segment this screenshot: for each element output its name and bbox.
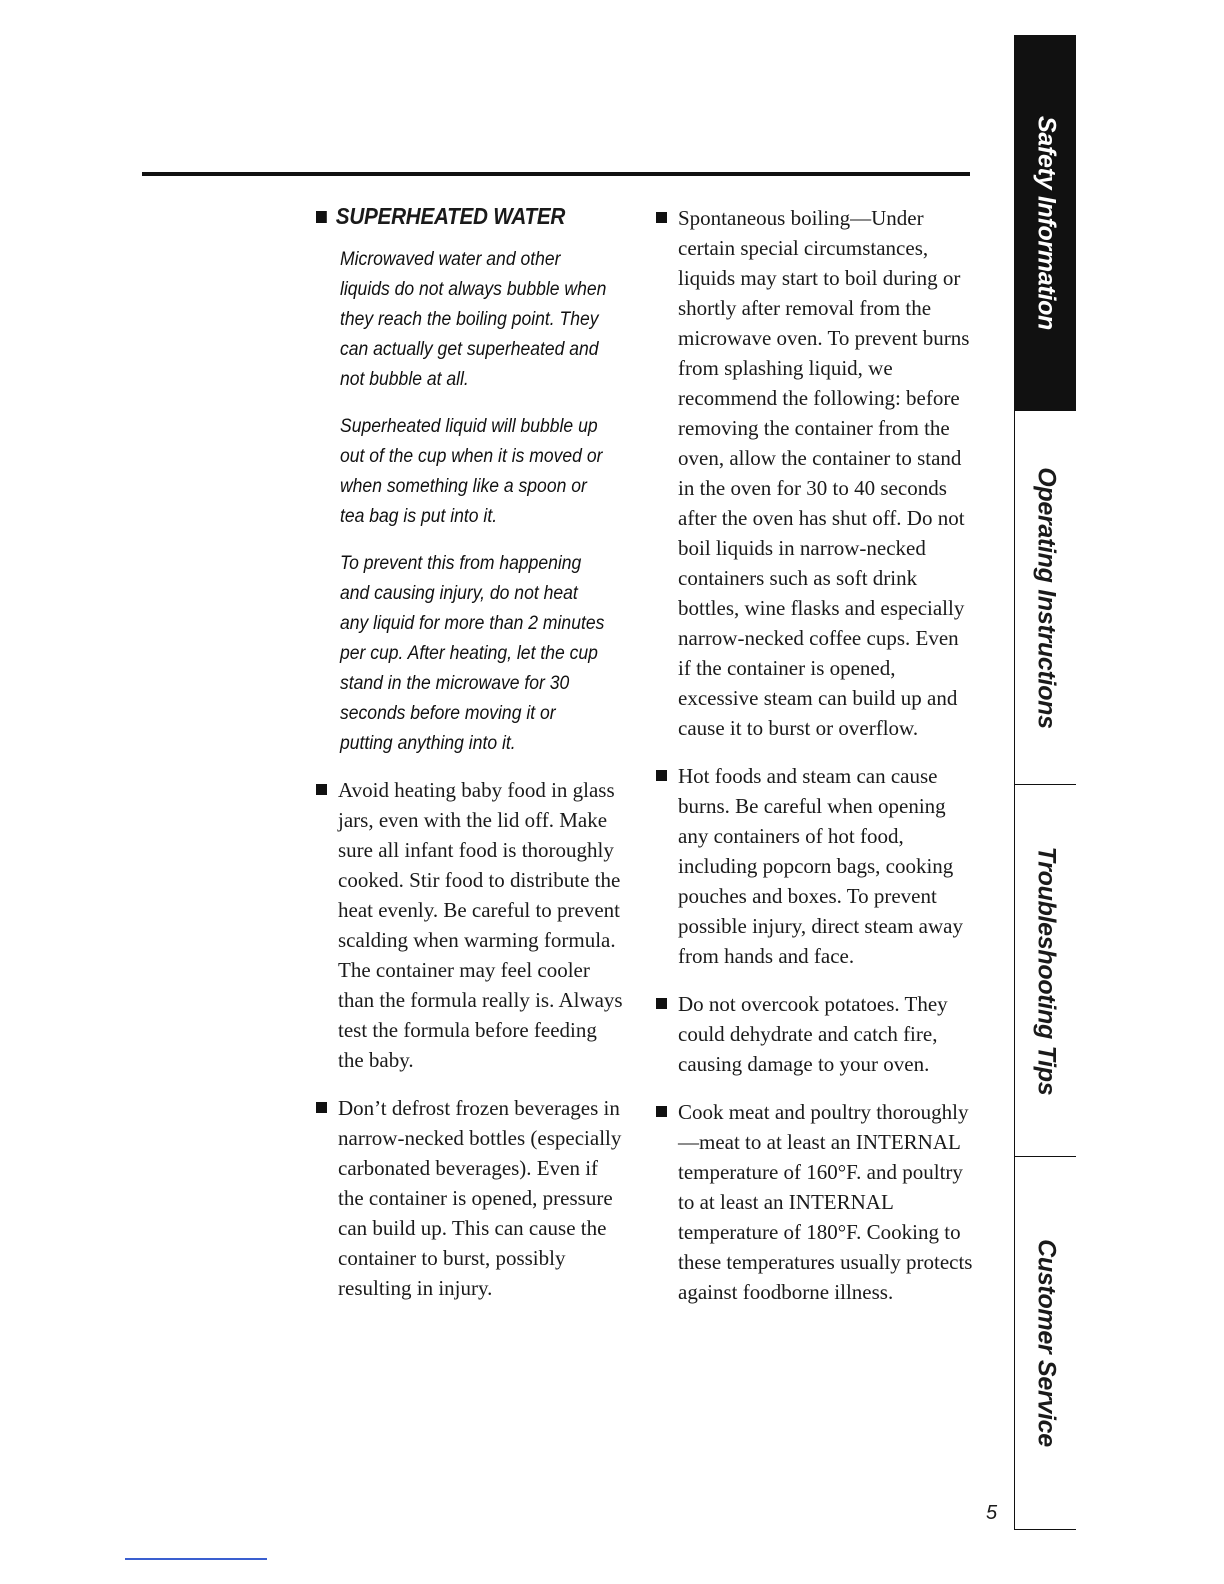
square-bullet-icon <box>316 1102 327 1113</box>
square-bullet-icon <box>316 211 327 223</box>
list-item <box>316 775 626 1075</box>
list-item <box>656 203 976 743</box>
list-item <box>656 1097 976 1307</box>
square-bullet-icon <box>656 1106 667 1117</box>
warning-paragraph: Microwaved water and other liquids do not always bubble when they reach the boiling point. They can actually get superheated and not bubble at all. <box>340 248 607 390</box>
list-item-text: Avoid heating baby food in glass jars, even with the lid off. Make sure all infant food is thoroughly cooked. Stir food to distribute the heat evenly. Be careful to prevent scalding when warming formula. The container may feel cooler than the formula really is. Always test the formula before feeding the baby. <box>338 778 623 1072</box>
right-column <box>656 203 976 1325</box>
tab-label: Safety Information <box>1032 115 1060 331</box>
left-column <box>316 203 626 1321</box>
footer-line <box>125 1558 267 1560</box>
tab-label: Customer Service <box>1032 1239 1060 1447</box>
list-item-text: Hot foods and steam can cause burns. Be careful when opening any containers of hot food, including popcorn bags, cooking pouches and boxes. To prevent possible injury, direct steam away from hands and face. <box>678 764 963 968</box>
square-bullet-icon <box>316 784 327 795</box>
section-heading-text: SUPERHEATED WATER <box>335 203 566 229</box>
square-bullet-icon <box>656 770 667 781</box>
list-item-text: Do not overcook potatoes. They could dehydrate and catch fire, causing damage to your oven. <box>678 992 948 1076</box>
list-item-text: Don’t defrost frozen beverages in narrow-necked bottles (especially carbonated beverages). Even if the container is opened, pressure can build up. This can cause the container to burst, possibly resulting in injury. <box>338 1096 622 1300</box>
warning-paragraph: To prevent this from happening and causing injury, do not heat any liquid for more than 2 minutes per cup. After heating, let the cup stand in the microwave for 30 seconds before moving it or putting anything into it. <box>340 552 605 754</box>
warning-paragraph: Superheated liquid will bubble up out of the cup when it is moved or when something like a spoon or tea bag is put into it. <box>340 415 603 527</box>
square-bullet-icon <box>656 998 667 1009</box>
tab-operating-instructions[interactable] <box>1014 411 1076 785</box>
tab-customer-service[interactable] <box>1014 1157 1076 1530</box>
list-item-text: Cook meat and poultry thoroughly—meat to at least an INTERNAL temperature of 160°F. and poultry to at least an INTERNAL temperature of 180°F. Cooking to these temperatures usually protects against foodborne illness. <box>678 1100 973 1304</box>
list-item-text: Spontaneous boiling—Under certain special circumstances, liquids may start to boil during or shortly after removal from the microwave oven. To prevent burns from splashing liquid, we recommend the following: before removing the container from the oven, allow the container to stand in the oven for 30 to 40 seconds after the oven has shut off. Do not boil liquids in narrow-necked containers such as soft drink bottles, wine flasks and especially narrow-necked coffee cups. Even if the container is opened, excessive steam can build up and cause it to burst or overflow. <box>678 206 970 740</box>
section-heading <box>316 203 595 230</box>
top-rule <box>142 172 970 176</box>
square-bullet-icon <box>656 212 667 223</box>
tab-safety-information[interactable] <box>1014 35 1076 411</box>
section-tabs <box>1014 35 1076 1530</box>
list-item <box>656 761 976 971</box>
list-item <box>316 1093 626 1303</box>
tab-label: Operating Instructions <box>1032 466 1060 729</box>
tab-label: Troubleshooting Tips <box>1032 846 1060 1095</box>
tab-troubleshooting-tips[interactable] <box>1014 785 1076 1157</box>
list-item <box>656 989 976 1079</box>
page-number: 5 <box>986 1502 998 1524</box>
